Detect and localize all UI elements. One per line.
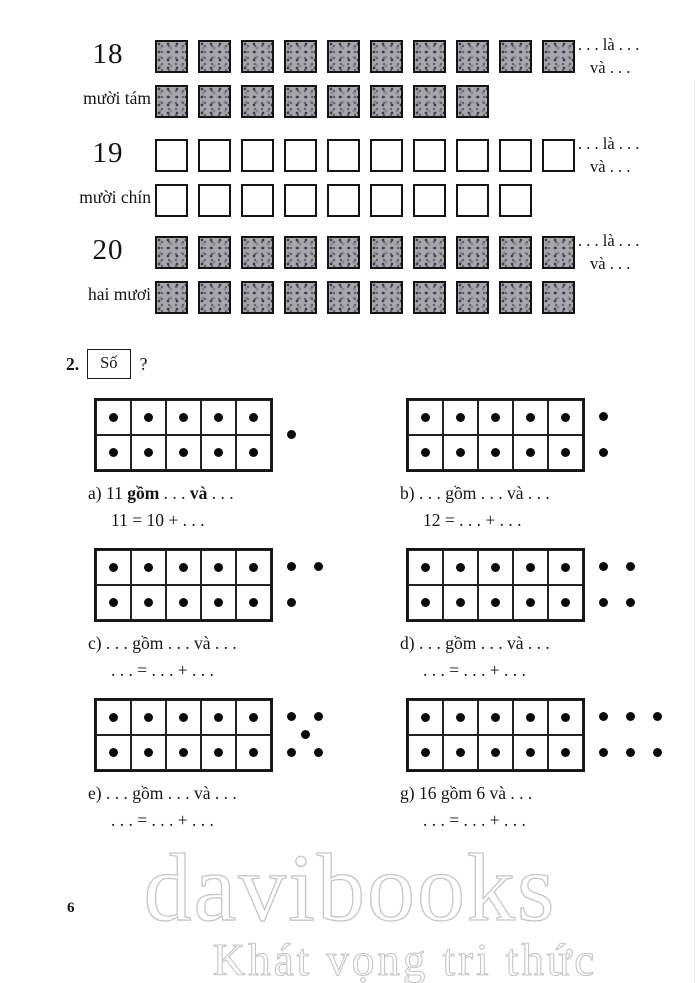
count-caption [578, 229, 639, 275]
dot [179, 748, 188, 757]
dot-cell [443, 550, 478, 585]
page-number: 6 [67, 900, 75, 916]
dot [491, 748, 500, 757]
problem-line-1 [88, 783, 400, 806]
dot-cell [548, 585, 583, 620]
problem-b [400, 398, 700, 533]
dot [214, 713, 223, 722]
extra-dot [626, 562, 635, 571]
filled-square [284, 281, 317, 314]
problem-a [88, 398, 400, 533]
square-row [155, 184, 575, 217]
dot-cell [96, 735, 131, 770]
dot-cell [131, 735, 166, 770]
problem-c [88, 548, 400, 683]
dot-cell [443, 585, 478, 620]
dot [526, 448, 535, 457]
dot-cell [478, 400, 513, 435]
dot-cell [548, 400, 583, 435]
extra-dots [287, 698, 377, 772]
dot-figure [94, 698, 400, 772]
dot-cell [408, 735, 443, 770]
filled-square [198, 40, 231, 73]
extra-dot [287, 430, 296, 439]
empty-square [413, 184, 446, 217]
dot [421, 448, 430, 457]
filled-square [370, 281, 403, 314]
empty-square [542, 139, 575, 172]
filled-square [155, 281, 188, 314]
dot [179, 563, 188, 572]
problems-grid [88, 398, 700, 848]
caption-line-1: . . . là . . . [578, 35, 640, 54]
dot [526, 413, 535, 422]
dot-cell [513, 400, 548, 435]
empty-square [155, 139, 188, 172]
dot [421, 713, 430, 722]
dot [456, 413, 465, 422]
dot-cell [236, 585, 271, 620]
extra-dot [599, 748, 608, 757]
dot [526, 748, 535, 757]
filled-square [284, 236, 317, 269]
square-row [155, 236, 575, 269]
extra-dot [653, 712, 662, 721]
extra-dot [314, 712, 323, 721]
problem-line-2: . . . = . . . + . . . [111, 660, 214, 680]
dot [144, 413, 153, 422]
extra-dot [626, 748, 635, 757]
dot-figure [406, 548, 700, 622]
dot [456, 448, 465, 457]
filled-square [413, 40, 446, 73]
empty-square [241, 184, 274, 217]
dot-cell [408, 700, 443, 735]
extra-dot [599, 598, 608, 607]
dot [214, 748, 223, 757]
filled-square [413, 281, 446, 314]
dot [421, 413, 430, 422]
dot [491, 448, 500, 457]
count-numeral: 18 [92, 38, 124, 70]
extra-dot [287, 748, 296, 757]
filled-square [155, 85, 188, 118]
filled-square [327, 281, 360, 314]
dot-cell [201, 585, 236, 620]
problem-line-1 [400, 783, 700, 806]
empty-square [456, 184, 489, 217]
filled-square [542, 40, 575, 73]
extra-dot [301, 730, 310, 739]
count-block-18 [0, 35, 700, 134]
extra-dot [314, 748, 323, 757]
dot [456, 598, 465, 607]
scan-edge-artifact [694, 80, 696, 983]
dot-cell [548, 735, 583, 770]
filled-square [284, 40, 317, 73]
line1-segment: e) . . . gồm . . . và . . . [88, 783, 237, 803]
dot [144, 448, 153, 457]
dot-cell [408, 585, 443, 620]
dot-cell [548, 435, 583, 470]
dot [214, 448, 223, 457]
filled-square [370, 85, 403, 118]
dot-cell [513, 585, 548, 620]
extra-dot [599, 448, 608, 457]
count-numeral: 19 [92, 137, 124, 169]
dot [421, 563, 430, 572]
dot-cell [478, 585, 513, 620]
problem-d [400, 548, 700, 683]
extra-dot [287, 562, 296, 571]
empty-square [413, 139, 446, 172]
filled-square [499, 236, 532, 269]
dot-cell [236, 700, 271, 735]
dot-cell [443, 700, 478, 735]
dot [421, 748, 430, 757]
filled-square [456, 85, 489, 118]
empty-square [499, 139, 532, 172]
problem-line-1 [400, 483, 700, 506]
dot-figure [406, 698, 700, 772]
dot [109, 413, 118, 422]
caption-line-2: và . . . [590, 157, 631, 176]
square-row [155, 281, 575, 314]
ten-frame-card [406, 548, 585, 622]
dot-cell [513, 735, 548, 770]
filled-square [327, 85, 360, 118]
dot [249, 713, 258, 722]
extra-dots [599, 548, 689, 622]
filled-square [284, 85, 317, 118]
dot [144, 598, 153, 607]
counting-section [0, 35, 700, 338]
line1-segment: a) 11 [88, 483, 128, 503]
dot-cell [513, 700, 548, 735]
dot-cell [201, 400, 236, 435]
dot-cell [548, 550, 583, 585]
filled-square [198, 236, 231, 269]
dot [144, 748, 153, 757]
squares-group [155, 139, 575, 217]
dot-cell [166, 550, 201, 585]
dot [491, 713, 500, 722]
dot-figure [94, 398, 400, 472]
dot [561, 748, 570, 757]
dot-figure [94, 548, 400, 622]
dot-cell [166, 435, 201, 470]
dot-cell [478, 700, 513, 735]
dot-cell [236, 550, 271, 585]
extra-dot [599, 562, 608, 571]
extra-dots [599, 398, 689, 472]
filled-square [542, 236, 575, 269]
ten-frame-card [406, 398, 585, 472]
caption-line-2: và . . . [590, 254, 631, 273]
filled-square [198, 281, 231, 314]
filled-square [198, 85, 231, 118]
dot-cell [131, 550, 166, 585]
square-row [155, 85, 575, 118]
line1-segment: . . . [159, 483, 190, 503]
empty-square [198, 184, 231, 217]
square-row [155, 139, 575, 172]
filled-square [413, 236, 446, 269]
watermark-brand: davibooks [143, 834, 557, 941]
filled-square [370, 236, 403, 269]
count-word: mười tám [83, 88, 151, 108]
empty-square [370, 139, 403, 172]
filled-square [241, 236, 274, 269]
filled-square [241, 40, 274, 73]
exercise2-header [66, 349, 147, 379]
dot-cell [201, 700, 236, 735]
dot-cell [201, 735, 236, 770]
question-mark: ? [139, 353, 148, 374]
dot-cell [166, 585, 201, 620]
dot-cell [513, 550, 548, 585]
problem-line-2: 11 = 10 + . . . [111, 510, 205, 530]
problem-e [88, 698, 400, 833]
dot-cell [408, 550, 443, 585]
square-row [155, 40, 575, 73]
dot-cell [236, 735, 271, 770]
dot-cell [96, 585, 131, 620]
dot-cell [131, 400, 166, 435]
dot-cell [478, 435, 513, 470]
count-block-19 [0, 134, 700, 233]
line1-segment: d) . . . gồm . . . và . . . [400, 633, 550, 653]
filled-square [370, 40, 403, 73]
filled-square [542, 281, 575, 314]
dot [214, 563, 223, 572]
dot [249, 598, 258, 607]
ten-frame-card [94, 698, 273, 772]
dot [249, 413, 258, 422]
so-box: Số [87, 349, 130, 379]
filled-square [499, 281, 532, 314]
problem-line-2: . . . = . . . + . . . [423, 660, 526, 680]
dot [526, 563, 535, 572]
dot-cell [131, 585, 166, 620]
extra-dots [599, 698, 689, 772]
dot-cell [96, 550, 131, 585]
dot-cell [201, 550, 236, 585]
filled-square [456, 40, 489, 73]
dot-cell [443, 400, 478, 435]
dot [249, 448, 258, 457]
empty-square [198, 139, 231, 172]
count-numeral: 20 [92, 234, 124, 266]
dot [491, 563, 500, 572]
dot-cell [166, 735, 201, 770]
dot-cell [513, 435, 548, 470]
count-word: mười chín [79, 187, 151, 207]
line1-segment: b) . . . gồm . . . và . . . [400, 483, 550, 503]
ten-frame-card [94, 398, 273, 472]
extra-dot [599, 712, 608, 721]
empty-square [499, 184, 532, 217]
filled-square [327, 40, 360, 73]
dot-cell [131, 700, 166, 735]
ten-frame-card [406, 698, 585, 772]
dot-cell [166, 400, 201, 435]
dot [144, 713, 153, 722]
caption-line-1: . . . là . . . [578, 134, 640, 153]
count-word: hai mươi [88, 284, 151, 304]
dot [109, 563, 118, 572]
dot-cell [96, 400, 131, 435]
filled-square [327, 236, 360, 269]
dot-cell [443, 735, 478, 770]
count-block-20 [0, 231, 700, 330]
extra-dot [287, 598, 296, 607]
dot [109, 598, 118, 607]
filled-square [413, 85, 446, 118]
extra-dot [599, 412, 608, 421]
watermark [0, 834, 700, 983]
dot [491, 413, 500, 422]
extra-dots [287, 548, 377, 622]
dot-figure [406, 398, 700, 472]
problem-g [400, 698, 700, 833]
dot [526, 598, 535, 607]
extra-dot [626, 712, 635, 721]
line1-segment: . . . [207, 483, 234, 503]
dot [561, 713, 570, 722]
extra-dot [287, 712, 296, 721]
caption-line-2: và . . . [590, 58, 631, 77]
dot [561, 413, 570, 422]
ten-frame-card [94, 548, 273, 622]
dot [179, 713, 188, 722]
caption-line-1: . . . là . . . [578, 231, 640, 250]
dot [456, 563, 465, 572]
dot [144, 563, 153, 572]
filled-square [499, 40, 532, 73]
dot-cell [201, 435, 236, 470]
dot [109, 748, 118, 757]
dot [526, 713, 535, 722]
filled-square [456, 281, 489, 314]
dot [179, 413, 188, 422]
dot-cell [478, 735, 513, 770]
dot-cell [96, 700, 131, 735]
empty-square [155, 184, 188, 217]
dot [109, 448, 118, 457]
line1-segment: gồm [127, 483, 160, 503]
problem-line-2: . . . = . . . + . . . [423, 810, 526, 830]
line1-segment: g) 16 gồm 6 và . . . [400, 783, 533, 803]
dot-cell [478, 550, 513, 585]
filled-square [456, 236, 489, 269]
dot [179, 448, 188, 457]
dot [179, 598, 188, 607]
empty-square [327, 139, 360, 172]
squares-group [155, 236, 575, 314]
extra-dot [626, 598, 635, 607]
dot [456, 713, 465, 722]
filled-square [241, 281, 274, 314]
dot [561, 563, 570, 572]
problem-line-1 [88, 633, 400, 656]
extra-dots [287, 398, 377, 472]
dot-cell [131, 435, 166, 470]
watermark-slogan: Khát vọng tri thức [212, 935, 598, 983]
extra-dot [653, 748, 662, 757]
dot-cell [96, 435, 131, 470]
dot [109, 713, 118, 722]
dot [491, 598, 500, 607]
dot-cell [236, 400, 271, 435]
dot-cell [408, 400, 443, 435]
problem-line-1 [400, 633, 700, 656]
empty-square [284, 139, 317, 172]
dot [249, 563, 258, 572]
dot [561, 448, 570, 457]
filled-square [155, 40, 188, 73]
count-caption [578, 33, 639, 79]
dot [214, 598, 223, 607]
line1-segment: c) . . . gồm . . . và . . . [88, 633, 237, 653]
problem-line-2: 12 = . . . + . . . [423, 510, 522, 530]
dot [214, 413, 223, 422]
squares-group [155, 40, 575, 118]
problem-line-2: . . . = . . . + . . . [111, 810, 214, 830]
dot [249, 748, 258, 757]
dot-cell [408, 435, 443, 470]
exercise-number: 2. [66, 353, 80, 374]
dot-cell [236, 435, 271, 470]
line1-segment: và [189, 483, 208, 503]
dot-cell [548, 700, 583, 735]
empty-square [456, 139, 489, 172]
dot [421, 598, 430, 607]
problem-line-1 [88, 483, 400, 506]
dot-cell [443, 435, 478, 470]
count-caption [578, 132, 639, 178]
empty-square [284, 184, 317, 217]
dot-cell [166, 700, 201, 735]
empty-square [327, 184, 360, 217]
extra-dot [314, 562, 323, 571]
filled-square [155, 236, 188, 269]
empty-square [241, 139, 274, 172]
dot [561, 598, 570, 607]
filled-square [241, 85, 274, 118]
dot [456, 748, 465, 757]
empty-square [370, 184, 403, 217]
